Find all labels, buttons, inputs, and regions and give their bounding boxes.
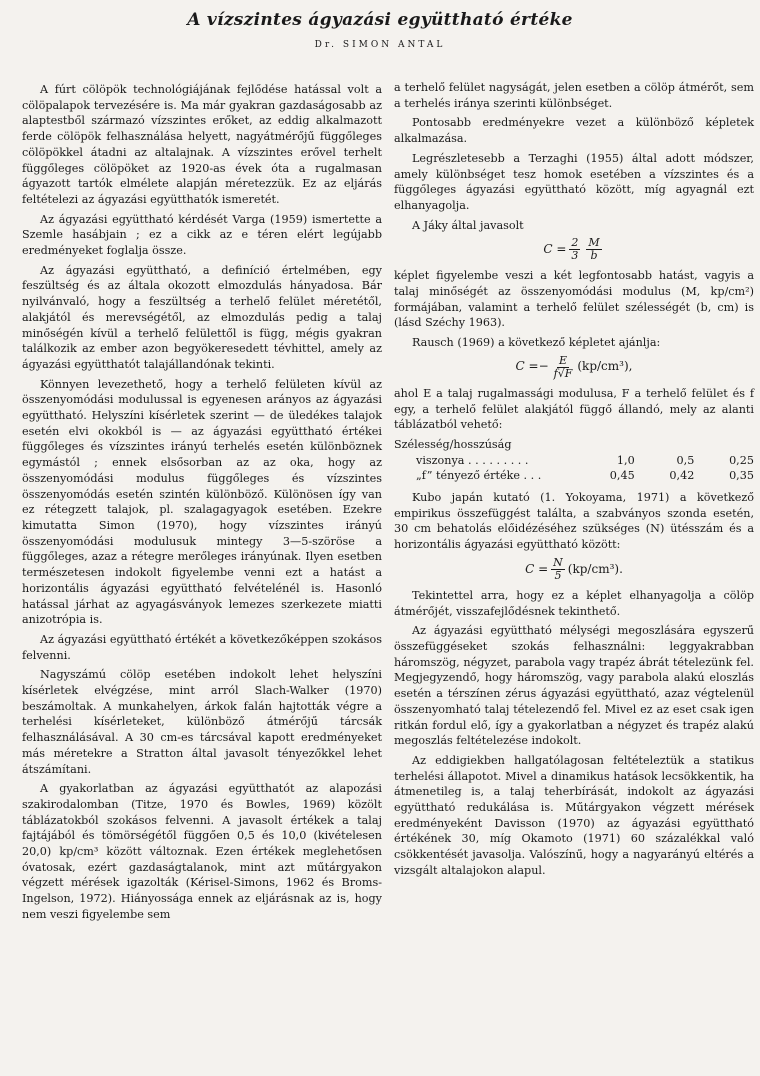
table-row xyxy=(394,468,754,484)
table-cell: 0,42 xyxy=(669,469,695,483)
paragraph: képlet figyelembe veszi a két legfontosabb hatást, vagyis a talaj minőségét az összenyomódási modulus (M, kp/cm²) formájában, valamint a terhelő felület szélességét (b, cm) is (lásd Széchy 1963). xyxy=(394,269,754,330)
paragraph: A Jáky által javasolt xyxy=(412,218,524,232)
paragraph: Rausch (1969) a következő képletet ajánlja: xyxy=(412,336,661,350)
paragraph: Pontosabb eredményekre vezet a különböző képletek alkalmazása. xyxy=(394,116,754,146)
numerator: M xyxy=(588,236,600,250)
article-author: Dr. SIMON ANTAL xyxy=(314,40,446,50)
table-cell: 0,35 xyxy=(729,469,754,483)
numerator: N xyxy=(553,555,563,569)
paragraph: Az ágyazási együttható mélységi megoszlására egyszerű összefüggéseket szokás felhasználni: leggyakrabban háromszög, négyzet, parabola vagy trapéz ábrát tételezünk fel. Megjegyzendő, hogy háromszög, vagy parabola alakú eloszlás esetén a térszínen zérus ágyazási együttható, azaz végtelenül összenyomható talaj tételezendő fel. Mivel ez az eset csak igen ritkán fordul elő, így a gyakorlatban a négyzet és trapéz alakú megoszlás feltételezése indokolt. xyxy=(394,624,754,748)
paragraph: ahol E a talaj rugalmassági modulusa, F a terhelő felület és f egy, a terhelő felület alakjától függő állandó, mely az alanti táblázatból vehető: xyxy=(394,386,754,432)
denominator: b xyxy=(590,249,598,263)
table-cell: 1,0 xyxy=(616,453,635,467)
fraction xyxy=(551,557,565,582)
formula-jaky xyxy=(394,237,754,262)
table-row xyxy=(394,453,754,469)
formula-lhs: C = xyxy=(525,561,549,576)
formula-sign: − xyxy=(538,359,549,374)
denominator: 5 xyxy=(554,568,562,582)
numerator: E xyxy=(559,353,568,367)
formula-kubo xyxy=(394,557,754,582)
paragraph: Könnyen levezethető, hogy a terhelő felületen kívül az összenyomódási modulussal is egyenesen arányos az ágyazási együttható. Helyszíni kísérletek szerint — de üledékes talajok esetén elvi okokból is — az ágyazási együttható értékei függőleges és vízszintes irányú terhelés esetén különböznek egymástól ; ennek elsősorban az az oka, hogy az összenyomódási modulus függőleges és vízszintes összenyomódás esetén szintén különböző. Különösen így van ez rétegzett talajok, pl. szalagagyagok esetében. Ezekre kimutatta Simon (1970), hogy vízszintes irányú összenyomódási modulusuk mintegy 3—5-szöröse a függőleges, azaz a rétegre merőleges irányúnak. Ilyen esetben természetesen indokolt figyelembe venni ezt a hatást a horizontális ágyazási együttható felvételénél is. Hasonló hatással járhat az agyagásványok lemezes szerkezete miatti anizotrópia is. xyxy=(22,377,382,627)
formula-lhs: C = xyxy=(543,241,567,256)
paragraph: Az eddigiekben hallgatólagosan feltételeztük a statikus terhelési állapotot. Mivel a dinamikus hatások lecsökkentik, ha átmenetileg is, a talaj teherbírását, indokolt az ágyazási együttható redukálása is. Műtárgyakon végzett mérések eredményeként Davisson (1970) az ágyazási együttható értékének 30, míg Okamoto (1971) 60 százalékkal való csökkentését javasolja. Valószínű, hogy a nagyarányú eltérés a vizsgált altalajokon alapul. xyxy=(394,753,754,877)
table-cell: viszonya . . . . . . . . . xyxy=(416,453,529,467)
paragraph: Az ágyazási együttható értékét a következőképpen szokásos felvenni. xyxy=(22,632,382,662)
paragraph: Legrészletesebb a Terzaghi (1955) által adott módszer, amely különbséget tesz homok esetében a vízszintes és a függőleges ágyazási együttható között, míg agyagnál ezt elhanyagolja. xyxy=(394,151,754,212)
table-cell: 0,45 xyxy=(609,469,635,483)
denominator: f√F xyxy=(553,366,573,380)
fraction xyxy=(569,237,580,262)
paragraph: a terhelő felület nagyságát, jelen esetben a cölöp átmérőt, sem a terhelés iránya szerinti különbséget. xyxy=(394,81,754,110)
paragraph: A gyakorlatban az ágyazási együtthatót az alapozási szakirodalomban (Titze, 1970 és Bowles, 1969) közölt táblázatokból szokásos felvenni. A javasolt értékek a talaj fajtájából és tömörségétől függően 0,5 és 10,0 (kivételesen 20,0) kp/cm³ között változnak. Ezen értékek meglehetősen óvatosak, ezért gazdaságtalanok, mint azt műtárgyakon végzett mérések igazolták (Kérisel-Simons, 1962 és Broms-Ingelson, 1972). Hiányossága ennek az eljárásnak az is, hogy nem veszi figyelembe sem xyxy=(22,782,382,921)
fraction xyxy=(552,355,575,380)
formula-unit: (kp/cm³), xyxy=(577,359,633,374)
paragraph: A fúrt cölöpök technológiájának fejlődése hatással volt a cölöpalapok tervezésére is. Ma már gyakran gazdaságosabb az alaptestből származó vízszintes erőket, az eddig alkalmazott ferde cölöpök felhasználása helyett, nagyátmérőjű függőleges cölöpökkel átadni az altalajnak. A vízszintes erővel terhelt függőleges cölöpöket az 1920-as évek óta a rugalmasan ágyazott tartók elmélete alapján méretezzük. Ez az eljárás feltételezi az ágyazási együtthatók ismeretét. xyxy=(22,83,382,206)
fraction xyxy=(586,237,601,262)
formula-lhs: C = xyxy=(515,359,539,374)
table-cell: 0,25 xyxy=(729,453,754,467)
article-title: A vízszintes ágyazási együttható értéke xyxy=(187,10,573,30)
table-cell: 0,5 xyxy=(676,453,695,467)
paragraph: Kubo japán kutató (1. Yokoyama, 1971) a következő empirikus összefüggést találta, a szabványos szonda esetén, 30 cm behatolás előidézéséhez szükséges (N) ütésszám és a horizontális ágyazási együttható között: xyxy=(394,491,754,552)
formula-rausch xyxy=(394,355,754,380)
paragraph: Az ágyazási együttható, a definíció értelmében, egy feszültség és az általa okozott elmozdulás hányadosa. Bár nyilvánvaló, hogy a feszültség a terhelő felület méretétől, alakjától és merevségétől, az elmozdulás pedig a talaj minőségén kívül a terhelő felülettől is függ, mégis gyakran találkozik az ember azon begyökeresedett tévhittel, amely az ágyazási együtthatót talajállandónak tekinti. xyxy=(22,263,382,371)
numerator: 2 xyxy=(571,236,579,250)
formula-unit: (kp/cm³). xyxy=(567,561,623,576)
right-column xyxy=(394,80,754,883)
denominator: 3 xyxy=(571,249,579,263)
paragraph: Az ágyazási együttható kérdését Varga (1959) ismertette a Szemle hasábjain ; ez a cikk az e téren elért legújabb eredményeket foglalja össze. xyxy=(22,212,382,258)
paragraph: Tekintettel arra, hogy ez a képlet elhanyagolja a cölöp átmérőjét, visszafejlődésnek tekinthető. xyxy=(394,588,754,618)
left-column xyxy=(22,82,382,927)
table-cell: „f” tényező értéke . . . xyxy=(416,469,542,483)
shape-factor-table xyxy=(394,437,754,484)
paragraph: Nagyszámú cölöp esetében indokolt lehet helyszíni kísérletek elvégzése, mint arról Slach-Walker (1970) beszámoltak. A munkahelyen, árkok falán hajtották végre a terhelési kísérleteket, különböző átmérőjű tárcsák felhasználásával. A 30 cm-es tárcsával kapott eredményeket más méretekre a Stratton által javasolt tényezőkkel lehet átszámítani. xyxy=(22,668,382,776)
table-header: Szélesség/hosszúság xyxy=(394,437,512,451)
